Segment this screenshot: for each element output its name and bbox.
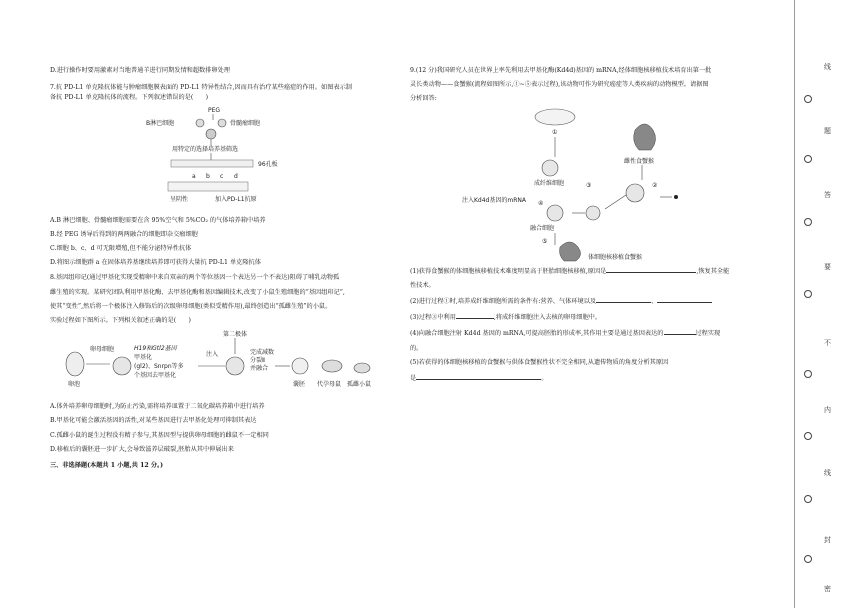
pup-mouse-icon xyxy=(354,363,370,373)
q7-option-b: B.经 PEG 诱导后得到的两两融合的细胞即杂交瘤细胞 xyxy=(50,230,198,238)
plate-label: 96孔板 xyxy=(258,160,278,168)
q9-answer-blank-2a[interactable] xyxy=(596,295,651,303)
q9-answer-blank-4[interactable] xyxy=(664,327,696,335)
q7-stem-1: 7.抗 PD-L1 单克隆抗体能与肿瘤细胞膜表面的 PD-L1 特异性结合,因而具有治疗某些癌症的作用。如图表示制 xyxy=(50,84,352,92)
inject-mrna-label: 注入Kd4d基因的mRNA xyxy=(462,196,526,204)
q9-item-4 xyxy=(410,327,760,339)
antibody-flow-diagram xyxy=(50,104,385,216)
antibody-flow-figure xyxy=(50,104,385,216)
well-a: a xyxy=(192,172,196,180)
margin-char-8: 封 xyxy=(824,536,831,544)
q9-answer-blank-2b[interactable] xyxy=(657,295,712,303)
parthenogenesis-figure xyxy=(50,326,385,402)
q9-item-5-tail: 。 xyxy=(541,375,548,383)
follicle-icon xyxy=(66,352,84,376)
margin-char-2: 题 xyxy=(824,127,831,135)
culture-dish-icon xyxy=(535,109,575,125)
oocyte-icon xyxy=(113,357,131,375)
binding-margin xyxy=(768,0,860,608)
q9-item-3-text: (3)过程③中利用 xyxy=(410,314,456,322)
binding-hole-7 xyxy=(804,495,812,503)
well-row-icon xyxy=(168,182,248,191)
oocyte-icon xyxy=(626,184,644,202)
h19-demethyl-label: 个基因去甲基化 xyxy=(134,372,177,380)
margin-char-3: 答 xyxy=(824,191,831,199)
q8-option-c: C.孤雌小鼠的诞生过程没有精子参与,其基因型与提供卵母细胞的雌鼠不一定相同 xyxy=(50,431,269,439)
q9-item-1-tail: ,恢复其全能 xyxy=(696,267,730,275)
fibroblast-icon xyxy=(542,160,558,176)
step-4-marker: ④ xyxy=(538,199,544,207)
parthenogenesis-diagram xyxy=(50,326,385,402)
fused-cell-label: 融合细胞 xyxy=(530,224,555,232)
fused-cell-icon xyxy=(547,205,563,221)
blastocyst-icon xyxy=(292,358,308,374)
margin-char-6: 内 xyxy=(824,406,831,414)
q9-answer-blank-1[interactable] xyxy=(606,265,696,273)
q7-option-d: D.将图示细胞群 a 在固体培养基继续培养即可获得大量抗 PD-L1 单克隆抗体 xyxy=(50,259,261,267)
h19-label: H19和Gtl2基因 xyxy=(134,345,177,353)
margin-char-5: 不 xyxy=(824,339,831,347)
b-cell-label: B淋巴细胞 xyxy=(146,119,175,127)
q9-item-1-cont: 性技术。 xyxy=(410,281,435,289)
q9-stem-1: 9.(12 分)我国研究人员在世界上率先利用去甲基化酶(Kd4d)基因的 mRNA,经体细胞核移植技术培育出第一批 xyxy=(410,67,712,74)
step-3-marker: ③ xyxy=(586,181,592,189)
complete-meiosis-label-3: 并融合 xyxy=(250,365,269,373)
pup-label: 孤雌小鼠 xyxy=(347,381,372,389)
binding-hole-3 xyxy=(804,218,812,226)
left-column xyxy=(50,66,385,471)
q9-item-1 xyxy=(410,265,760,277)
q9-item-1-text: (1)获得食蟹猴的体细胞核移植技术难度明显高于胚胎细胞核移植,原因是 xyxy=(410,267,607,275)
female-monkey-label: 雌性食蟹猴 xyxy=(624,157,655,165)
q9-answer-blank-3[interactable] xyxy=(456,311,494,319)
clone-monkey-label: 体细胞核移植食蟹猴 xyxy=(588,253,643,261)
fibroblast-label: 成纤维细胞 xyxy=(534,179,565,187)
oocyte-label: 卵母细胞 xyxy=(90,346,115,354)
q9-item-5-lead: 是 xyxy=(410,375,417,383)
margin-char-7: 线 xyxy=(824,469,831,477)
q8-option-d: D.移植后的囊胚进一步扩大,会导致滋养层破裂,胚胎从其中伸展出来 xyxy=(50,445,234,453)
binding-hole-6 xyxy=(804,432,812,440)
clone-monkey-icon xyxy=(560,242,581,261)
step-5-marker: ⑤ xyxy=(542,237,548,245)
inject-label: 注入 xyxy=(206,351,219,359)
peg-label: PEG xyxy=(208,106,221,114)
myeloma-label: 骨髓瘤细胞 xyxy=(230,119,261,127)
h19-methyl-label: 甲基化 xyxy=(134,354,153,362)
fused-cell-icon xyxy=(206,129,216,139)
clone-monkey-figure xyxy=(410,105,760,265)
q9-item-3-tail: ,将成纤维细胞注入去核的卵母细胞中。 xyxy=(493,314,602,322)
q8-option-b: B.甲基化可能会激活基因的活性,对某些基因进行去甲基化处理可抑制其表达 xyxy=(50,417,257,425)
q8-stem-1: 8.基因组印记(通过甲基化实现受精卵中来自双亲的两个等位基因一个表达另一个不表达)阻碍了哺乳动物孤 xyxy=(50,274,340,282)
binding-hole-4 xyxy=(804,290,812,298)
q9-item-3 xyxy=(410,311,760,323)
step-1-marker: ① xyxy=(552,128,558,136)
well-b: b xyxy=(206,172,210,180)
binding-line xyxy=(794,0,795,608)
blastocyst-label: 囊胚 xyxy=(293,381,306,389)
surrogate-mouse-icon xyxy=(322,360,342,372)
q8-option-a: A.体外培养卵母细胞时,为防止污染,需将培养皿置于二氧化碳培养箱中进行培养 xyxy=(50,403,265,411)
q9-item-2-text: (2)进行过程①时,培养成纤维细胞所需的条件有:营养、气体环境以及 xyxy=(410,298,597,306)
q9-stem-2: 灵长类动物——食蟹猴(流程如图所示,①~⑤表示过程),该动物可作为研究癌症等人类疾病的动物模型。请据图 xyxy=(410,81,709,89)
binding-hole-5 xyxy=(804,370,812,378)
section-3-title: 三、非选择题(本题共 1 小题,共 12 分。) xyxy=(50,462,164,470)
modified-oocyte-icon xyxy=(226,357,244,375)
q9-item-4-tail: 过程实现 xyxy=(695,330,721,338)
surrogate-label: 代孕母鼠 xyxy=(317,381,342,389)
q9-item-5: (5)若获得的体细胞核移植的食蟹猴与供体食蟹猴性状不完全相同,从遗传物质的角度分析其原因 xyxy=(410,358,669,366)
q8-stem-3: 使其“变性”,然后将一个极体注入修饰后的次级卵母细胞(类似受精作用),最终创造出“孤雌生殖”的小鼠。 xyxy=(50,302,332,310)
step-2-marker: ② xyxy=(652,181,658,189)
enucleated-oocyte-icon xyxy=(586,206,600,220)
female-monkey-icon xyxy=(634,124,656,150)
q7-stem-2: 备抗 PD-L1 单克隆抗体的流程。下列叙述错误的是( ) xyxy=(50,94,209,102)
well-c: c xyxy=(220,172,224,180)
q9-item-2-sep: 、 xyxy=(651,298,658,306)
selection-label: 用特定的选择培养基筛选 xyxy=(172,145,239,153)
q9-answer-blank-5[interactable] xyxy=(416,372,541,380)
margin-char-1: 线 xyxy=(824,63,831,71)
q9-item-4-cont: 的。 xyxy=(410,344,423,352)
complete-meiosis-label-1: 完成减数 xyxy=(250,349,275,357)
q9-stem-3: 分析回答: xyxy=(410,95,437,103)
negative-label: 呈阴性 xyxy=(170,195,189,203)
q7-option-c: C.细胞 b、c、d 可无限增殖,但不能分泌特异性抗体 xyxy=(50,245,192,253)
right-column xyxy=(410,66,760,384)
q9-item-5-cont xyxy=(410,372,760,384)
q6-option-d: D.进行操作时要用激素对当地普通羊进行同期发情和超数排卵处理 xyxy=(50,67,230,74)
binding-hole-1 xyxy=(804,95,812,103)
myeloma-cell-icon xyxy=(218,119,226,127)
well-d: d xyxy=(234,172,238,180)
h19-snrpn-label: (gl2)、Snrpn等多 xyxy=(134,363,184,371)
clone-monkey-diagram xyxy=(410,105,760,265)
q8-stem-2: 雌生殖的实现。某研究团队利用甲基化酶、去甲基化酶和基因编辑技术,改变了小鼠生殖细胞的“基因组印记”, xyxy=(50,288,345,296)
b-cell-icon xyxy=(196,119,204,127)
binding-hole-8 xyxy=(804,555,812,563)
complete-meiosis-label-2: 分裂Ⅱ xyxy=(250,357,265,365)
binding-hole-2 xyxy=(804,155,812,163)
q7-option-a: A.B 淋巴细胞、骨髓瘤细胞需要在含 95%空气和 5%CO₂ 的气体培养箱中培养 xyxy=(50,216,266,224)
q9-item-4-text: (4)向融合细胞注射 Kd4d 基因的 mRNA,可提高胚胎的形成率,其作用主要是通过基因表达的 xyxy=(410,330,664,338)
margin-char-4: 要 xyxy=(824,263,831,271)
follicle-label: 卵泡 xyxy=(68,381,81,389)
96-well-plate-icon xyxy=(171,160,253,167)
q8-stem-4: 实验过程如下图所示。下列相关叙述正确的是( ) xyxy=(50,317,191,325)
q9-item-2 xyxy=(410,295,760,307)
margin-char-9: 密 xyxy=(824,585,831,593)
add-antigen-label: 加入PD-L1抗原 xyxy=(215,195,257,203)
second-polar-label: 第二极体 xyxy=(223,331,248,339)
nucleus-icon xyxy=(674,195,678,199)
